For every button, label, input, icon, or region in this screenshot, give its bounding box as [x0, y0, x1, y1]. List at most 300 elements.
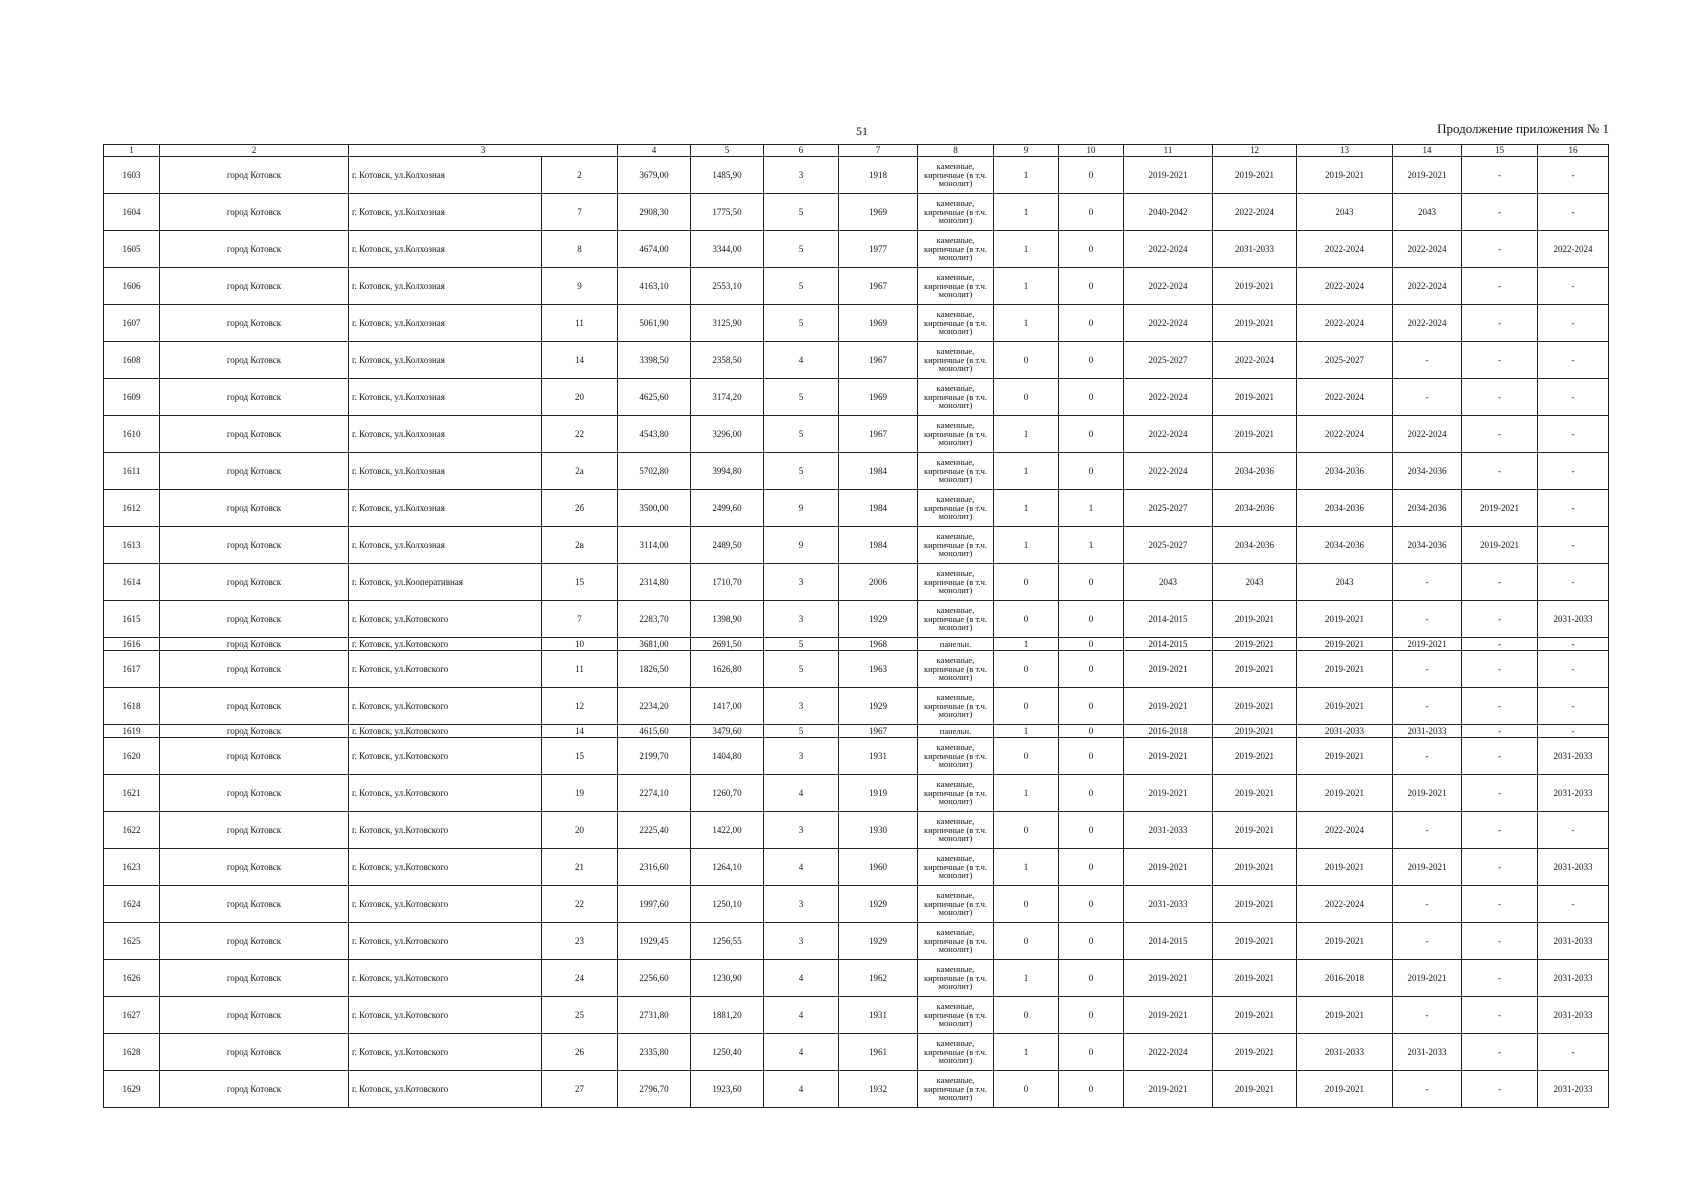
total-area: 4625,60: [618, 379, 691, 416]
street-address: г. Котовск, ул.Колхозная: [349, 231, 542, 268]
col-11-period: 2025-2027: [1124, 342, 1213, 379]
col-11-period: 2014-2015: [1124, 923, 1213, 960]
col-11-period: 2019-2021: [1124, 688, 1213, 725]
residential-area: 3174,20: [691, 379, 764, 416]
floors: 3: [764, 886, 839, 923]
total-area: 4615,60: [618, 725, 691, 738]
col-16-period: -: [1538, 725, 1609, 738]
col-14-period: -: [1393, 601, 1462, 638]
col-9-value: 1: [994, 725, 1059, 738]
row-number: 1603: [104, 157, 160, 194]
street-address: г. Котовск, ул.Колхозная: [349, 416, 542, 453]
house-number: 2б: [542, 490, 618, 527]
col-15-period: -: [1462, 268, 1538, 305]
col-12-period: 2019-2021: [1213, 416, 1297, 453]
col-16-period: 2031-2033: [1538, 601, 1609, 638]
build-year: 1929: [839, 923, 918, 960]
build-year: 1967: [839, 342, 918, 379]
house-number: 15: [542, 564, 618, 601]
settlement: город Котовск: [160, 1071, 349, 1108]
house-number: 7: [542, 601, 618, 638]
col-10-value: 0: [1059, 194, 1124, 231]
col-14-period: 2022-2024: [1393, 268, 1462, 305]
table-row: [104, 527, 1609, 564]
street-address: г. Котовск, ул.Колхозная: [349, 157, 542, 194]
build-year: 2006: [839, 564, 918, 601]
col-15-period: -: [1462, 775, 1538, 812]
table-row: [104, 960, 1609, 997]
street-address: г. Котовск, ул.Котовского: [349, 738, 542, 775]
build-year: 1930: [839, 812, 918, 849]
street-address: г. Котовск, ул.Котовского: [349, 725, 542, 738]
col-12-period: 2019-2021: [1213, 812, 1297, 849]
total-area: 5702,80: [618, 453, 691, 490]
settlement: город Котовск: [160, 564, 349, 601]
col-15-period: -: [1462, 886, 1538, 923]
total-area: 2274,10: [618, 775, 691, 812]
col-14-period: 2043: [1393, 194, 1462, 231]
wall-material: каменные, кирпичные (в т.ч. монолит): [918, 1071, 994, 1108]
build-year: 1963: [839, 651, 918, 688]
table-row: [104, 416, 1609, 453]
col-header-13: 13: [1297, 145, 1393, 157]
col-16-period: -: [1538, 453, 1609, 490]
wall-material: каменные, кирпичные (в т.ч. монолит): [918, 886, 994, 923]
row-number: 1614: [104, 564, 160, 601]
house-number: 10: [542, 638, 618, 651]
col-15-period: -: [1462, 157, 1538, 194]
wall-material: каменные, кирпичные (в т.ч. монолит): [918, 601, 994, 638]
col-10-value: 0: [1059, 960, 1124, 997]
col-13-period: 2019-2021: [1297, 997, 1393, 1034]
street-address: г. Котовск, ул.Котовского: [349, 688, 542, 725]
build-year: 1969: [839, 379, 918, 416]
settlement: город Котовск: [160, 960, 349, 997]
row-number: 1623: [104, 849, 160, 886]
col-13-period: 2043: [1297, 194, 1393, 231]
col-12-period: 2019-2021: [1213, 379, 1297, 416]
residential-area: 1256,55: [691, 923, 764, 960]
col-13-period: 2019-2021: [1297, 1071, 1393, 1108]
col-15-period: -: [1462, 231, 1538, 268]
house-number: 8: [542, 231, 618, 268]
col-11-period: 2022-2024: [1124, 231, 1213, 268]
wall-material: каменные, кирпичные (в т.ч. монолит): [918, 342, 994, 379]
col-14-period: 2034-2036: [1393, 490, 1462, 527]
col-header-10: 10: [1059, 145, 1124, 157]
col-10-value: 0: [1059, 812, 1124, 849]
col-12-period: 2034-2036: [1213, 527, 1297, 564]
total-area: 2908,30: [618, 194, 691, 231]
build-year: 1968: [839, 638, 918, 651]
build-year: 1962: [839, 960, 918, 997]
street-address: г. Котовск, ул.Колхозная: [349, 453, 542, 490]
col-12-period: 2019-2021: [1213, 775, 1297, 812]
col-16-period: -: [1538, 638, 1609, 651]
street-address: г. Котовск, ул.Котовского: [349, 775, 542, 812]
col-10-value: 0: [1059, 342, 1124, 379]
col-16-period: -: [1538, 416, 1609, 453]
house-number: 24: [542, 960, 618, 997]
col-13-period: 2031-2033: [1297, 725, 1393, 738]
col-10-value: 0: [1059, 268, 1124, 305]
row-number: 1622: [104, 812, 160, 849]
col-14-period: 2019-2021: [1393, 157, 1462, 194]
col-12-period: 2034-2036: [1213, 490, 1297, 527]
col-11-period: 2022-2024: [1124, 305, 1213, 342]
col-header-4: 4: [618, 145, 691, 157]
floors: 3: [764, 688, 839, 725]
col-14-period: 2022-2024: [1393, 416, 1462, 453]
col-14-period: -: [1393, 997, 1462, 1034]
col-12-period: 2022-2024: [1213, 194, 1297, 231]
col-15-period: -: [1462, 601, 1538, 638]
wall-material: каменные, кирпичные (в т.ч. монолит): [918, 738, 994, 775]
col-12-period: 2019-2021: [1213, 1034, 1297, 1071]
col-10-value: 0: [1059, 997, 1124, 1034]
wall-material: каменные, кирпичные (в т.ч. монолит): [918, 812, 994, 849]
col-10-value: 0: [1059, 1071, 1124, 1108]
col-9-value: 1: [994, 416, 1059, 453]
floors: 5: [764, 416, 839, 453]
row-number: 1625: [104, 923, 160, 960]
build-year: 1967: [839, 725, 918, 738]
col-13-period: 2019-2021: [1297, 775, 1393, 812]
street-address: г. Котовск, ул.Котовского: [349, 960, 542, 997]
col-15-period: -: [1462, 997, 1538, 1034]
col-14-period: -: [1393, 564, 1462, 601]
col-16-period: -: [1538, 527, 1609, 564]
col-11-period: 2022-2024: [1124, 1034, 1213, 1071]
floors: 5: [764, 453, 839, 490]
build-year: 1960: [839, 849, 918, 886]
col-14-period: -: [1393, 886, 1462, 923]
col-9-value: 1: [994, 960, 1059, 997]
col-16-period: -: [1538, 564, 1609, 601]
total-area: 4163,10: [618, 268, 691, 305]
street-address: г. Котовск, ул.Колхозная: [349, 379, 542, 416]
table-row: [104, 886, 1609, 923]
street-address: г. Котовск, ул.Котовского: [349, 1071, 542, 1108]
house-number: 19: [542, 775, 618, 812]
col-12-period: 2019-2021: [1213, 960, 1297, 997]
col-16-period: -: [1538, 268, 1609, 305]
col-16-period: -: [1538, 1034, 1609, 1071]
col-9-value: 0: [994, 923, 1059, 960]
build-year: 1984: [839, 453, 918, 490]
residential-area: 2499,60: [691, 490, 764, 527]
col-10-value: 0: [1059, 157, 1124, 194]
col-header-9: 9: [994, 145, 1059, 157]
house-number: 14: [542, 342, 618, 379]
col-14-period: -: [1393, 1071, 1462, 1108]
floors: 4: [764, 1034, 839, 1071]
col-10-value: 0: [1059, 886, 1124, 923]
row-number: 1607: [104, 305, 160, 342]
table-row: [104, 342, 1609, 379]
table-row: [104, 157, 1609, 194]
street-address: г. Котовск, ул.Колхозная: [349, 305, 542, 342]
table-row: [104, 775, 1609, 812]
col-13-period: 2019-2021: [1297, 601, 1393, 638]
col-9-value: 1: [994, 305, 1059, 342]
table-row: [104, 601, 1609, 638]
total-area: 2283,70: [618, 601, 691, 638]
wall-material: каменные, кирпичные (в т.ч. монолит): [918, 231, 994, 268]
floors: 5: [764, 268, 839, 305]
col-10-value: 1: [1059, 527, 1124, 564]
page-number: 51: [856, 124, 868, 138]
house-number: 15: [542, 738, 618, 775]
col-13-period: 2022-2024: [1297, 231, 1393, 268]
col-9-value: 0: [994, 601, 1059, 638]
residential-area: 1923,60: [691, 1071, 764, 1108]
col-11-period: 2019-2021: [1124, 960, 1213, 997]
col-11-period: 2019-2021: [1124, 997, 1213, 1034]
wall-material: каменные, кирпичные (в т.ч. монолит): [918, 305, 994, 342]
table-row: [104, 1071, 1609, 1108]
house-number: 21: [542, 849, 618, 886]
floors: 4: [764, 775, 839, 812]
col-13-period: 2019-2021: [1297, 638, 1393, 651]
floors: 5: [764, 231, 839, 268]
residential-area: 2358,50: [691, 342, 764, 379]
street-address: г. Котовск, ул.Котовского: [349, 886, 542, 923]
floors: 3: [764, 601, 839, 638]
floors: 5: [764, 305, 839, 342]
total-area: 4674,00: [618, 231, 691, 268]
row-number: 1606: [104, 268, 160, 305]
settlement: город Котовск: [160, 688, 349, 725]
table-row: [104, 849, 1609, 886]
build-year: 1929: [839, 601, 918, 638]
build-year: 1918: [839, 157, 918, 194]
col-10-value: 0: [1059, 601, 1124, 638]
col-header-11: 11: [1124, 145, 1213, 157]
col-11-period: 2025-2027: [1124, 490, 1213, 527]
col-13-period: 2034-2036: [1297, 453, 1393, 490]
total-area: 5061,90: [618, 305, 691, 342]
col-14-period: 2019-2021: [1393, 960, 1462, 997]
residential-area: 1417,00: [691, 688, 764, 725]
floors: 4: [764, 342, 839, 379]
col-14-period: -: [1393, 923, 1462, 960]
house-number: 23: [542, 923, 618, 960]
total-area: 1929,45: [618, 923, 691, 960]
residential-area: 3479,60: [691, 725, 764, 738]
col-13-period: 2025-2027: [1297, 342, 1393, 379]
col-14-period: 2019-2021: [1393, 775, 1462, 812]
col-11-period: 2025-2027: [1124, 527, 1213, 564]
col-11-period: 2022-2024: [1124, 453, 1213, 490]
col-11-period: 2019-2021: [1124, 157, 1213, 194]
col-12-period: 2019-2021: [1213, 849, 1297, 886]
col-16-period: -: [1538, 688, 1609, 725]
col-11-period: 2031-2033: [1124, 812, 1213, 849]
col-15-period: -: [1462, 923, 1538, 960]
col-11-period: 2040-2042: [1124, 194, 1213, 231]
floors: 5: [764, 379, 839, 416]
street-address: г. Котовск, ул.Колхозная: [349, 268, 542, 305]
settlement: город Котовск: [160, 416, 349, 453]
col-9-value: 0: [994, 997, 1059, 1034]
col-14-period: 2034-2036: [1393, 453, 1462, 490]
col-10-value: 0: [1059, 638, 1124, 651]
col-15-period: 2019-2021: [1462, 527, 1538, 564]
total-area: 3500,00: [618, 490, 691, 527]
table-row: [104, 725, 1609, 738]
house-number: 2а: [542, 453, 618, 490]
col-16-period: 2031-2033: [1538, 923, 1609, 960]
col-11-period: 2031-2033: [1124, 886, 1213, 923]
col-15-period: -: [1462, 194, 1538, 231]
col-9-value: 1: [994, 490, 1059, 527]
house-number: 27: [542, 1071, 618, 1108]
total-area: 2335,80: [618, 1034, 691, 1071]
settlement: город Котовск: [160, 775, 349, 812]
total-area: 1826,50: [618, 651, 691, 688]
wall-material: каменные, кирпичные (в т.ч. монолит): [918, 194, 994, 231]
table-row: [104, 923, 1609, 960]
col-15-period: -: [1462, 812, 1538, 849]
col-10-value: 0: [1059, 416, 1124, 453]
col-12-period: 2019-2021: [1213, 738, 1297, 775]
wall-material: каменные, кирпичные (в т.ч. монолит): [918, 997, 994, 1034]
col-9-value: 0: [994, 886, 1059, 923]
col-9-value: 1: [994, 1034, 1059, 1071]
col-16-period: -: [1538, 812, 1609, 849]
col-15-period: -: [1462, 960, 1538, 997]
street-address: г. Котовск, ул.Колхозная: [349, 194, 542, 231]
col-10-value: 0: [1059, 688, 1124, 725]
street-address: г. Котовск, ул.Котовского: [349, 849, 542, 886]
col-10-value: 1: [1059, 490, 1124, 527]
floors: 3: [764, 738, 839, 775]
col-16-period: 2031-2033: [1538, 775, 1609, 812]
col-16-period: -: [1538, 886, 1609, 923]
row-number: 1616: [104, 638, 160, 651]
col-13-period: 2022-2024: [1297, 379, 1393, 416]
col-9-value: 0: [994, 738, 1059, 775]
total-area: 3679,00: [618, 157, 691, 194]
settlement: город Котовск: [160, 527, 349, 564]
wall-material: каменные, кирпичные (в т.ч. монолит): [918, 490, 994, 527]
street-address: г. Котовск, ул.Кооперативная: [349, 564, 542, 601]
housing-registry-table: [103, 144, 1609, 1108]
floors: 4: [764, 960, 839, 997]
floors: 5: [764, 725, 839, 738]
total-area: 3398,50: [618, 342, 691, 379]
total-area: 3114,00: [618, 527, 691, 564]
col-13-period: 2022-2024: [1297, 886, 1393, 923]
col-header-14: 14: [1393, 145, 1462, 157]
wall-material: каменные, кирпичные (в т.ч. монолит): [918, 416, 994, 453]
total-area: 3681,00: [618, 638, 691, 651]
col-15-period: -: [1462, 849, 1538, 886]
wall-material: каменные, кирпичные (в т.ч. монолит): [918, 651, 994, 688]
total-area: 1997,60: [618, 886, 691, 923]
row-number: 1608: [104, 342, 160, 379]
col-11-period: 2022-2024: [1124, 268, 1213, 305]
col-9-value: 0: [994, 379, 1059, 416]
settlement: город Котовск: [160, 997, 349, 1034]
row-number: 1604: [104, 194, 160, 231]
settlement: город Котовск: [160, 886, 349, 923]
col-14-period: 2022-2024: [1393, 305, 1462, 342]
col-9-value: 1: [994, 194, 1059, 231]
table-row: [104, 564, 1609, 601]
house-number: 12: [542, 688, 618, 725]
street-address: г. Котовск, ул.Котовского: [349, 923, 542, 960]
col-10-value: 0: [1059, 453, 1124, 490]
col-12-period: 2019-2021: [1213, 305, 1297, 342]
row-number: 1612: [104, 490, 160, 527]
wall-material: каменные, кирпичные (в т.ч. монолит): [918, 527, 994, 564]
col-15-period: -: [1462, 379, 1538, 416]
col-16-period: -: [1538, 490, 1609, 527]
col-13-period: 2022-2024: [1297, 416, 1393, 453]
col-16-period: 2031-2033: [1538, 960, 1609, 997]
col-15-period: -: [1462, 725, 1538, 738]
col-12-period: 2019-2021: [1213, 1071, 1297, 1108]
table-row: [104, 688, 1609, 725]
col-10-value: 0: [1059, 231, 1124, 268]
col-header-12: 12: [1213, 145, 1297, 157]
wall-material: каменные, кирпичные (в т.ч. монолит): [918, 379, 994, 416]
col-11-period: 2014-2015: [1124, 601, 1213, 638]
col-15-period: -: [1462, 688, 1538, 725]
col-11-period: 2019-2021: [1124, 1071, 1213, 1108]
col-16-period: -: [1538, 379, 1609, 416]
col-9-value: 0: [994, 564, 1059, 601]
col-header-16: 16: [1538, 145, 1609, 157]
col-15-period: -: [1462, 342, 1538, 379]
col-13-period: 2034-2036: [1297, 527, 1393, 564]
col-9-value: 1: [994, 268, 1059, 305]
table-body: [104, 157, 1609, 1108]
col-9-value: 0: [994, 812, 1059, 849]
wall-material: каменные, кирпичные (в т.ч. монолит): [918, 268, 994, 305]
col-14-period: -: [1393, 738, 1462, 775]
house-number: 7: [542, 194, 618, 231]
settlement: город Котовск: [160, 725, 349, 738]
house-number: 22: [542, 416, 618, 453]
col-9-value: 1: [994, 638, 1059, 651]
col-9-value: 0: [994, 1071, 1059, 1108]
col-12-period: 2043: [1213, 564, 1297, 601]
floors: 9: [764, 527, 839, 564]
residential-area: 1250,40: [691, 1034, 764, 1071]
build-year: 1967: [839, 416, 918, 453]
col-16-period: -: [1538, 342, 1609, 379]
col-header-15: 15: [1462, 145, 1538, 157]
house-number: 14: [542, 725, 618, 738]
residential-area: 1422,00: [691, 812, 764, 849]
col-14-period: 2034-2036: [1393, 527, 1462, 564]
settlement: город Котовск: [160, 342, 349, 379]
build-year: 1961: [839, 1034, 918, 1071]
residential-area: 1230,90: [691, 960, 764, 997]
floors: 3: [764, 157, 839, 194]
col-14-period: -: [1393, 812, 1462, 849]
settlement: город Котовск: [160, 638, 349, 651]
col-16-period: -: [1538, 157, 1609, 194]
col-15-period: -: [1462, 416, 1538, 453]
row-number: 1613: [104, 527, 160, 564]
total-area: 2199,70: [618, 738, 691, 775]
residential-area: 2553,10: [691, 268, 764, 305]
table-row: [104, 490, 1609, 527]
